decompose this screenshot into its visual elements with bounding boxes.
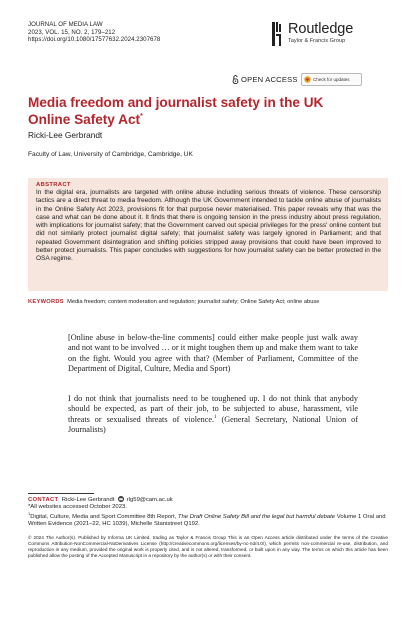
- email-icon: [118, 496, 124, 502]
- journal-meta: [28, 21, 160, 44]
- footnote-1-italic: The Draft Online Safety Bill and the legal but harmful debate: [177, 514, 336, 520]
- footnote-1-text-a: Digital, Culture, Media and Sport Committee 8th Report,: [30, 514, 178, 520]
- open-access-label: OPEN ACCESS: [241, 75, 298, 84]
- abstract-text: In the digital era, journalists are targeted with online abuse including serious threats of violence. These censorship tactics are a direct threat to media freedom. Although the UK Government intended to tackle online abuse of journalists in the Online Safety Act 2023, provisions fit for that purpose never materialised. This paper reveals why that was the case and what can be done about it. It finds that there is ongoing tension in the press industry about press regulation, with implications for journalist safety; that the Government carved out special privileges for the press' online content but did not similarly protect journalist digital safety; that journalist safety was largely ignored in Parliament; and that repeated Government disintegration and shifting policies stripped away provisions that could have been improved to better protect journalists. This paper concludes with suggestions for how journalist safety can be better protected in the OSA regime.: [36, 189, 381, 263]
- footnote-websites: *All websites accessed October 2023.: [28, 504, 127, 510]
- contact-email[interactable]: rlg59@cam.ac.uk: [126, 497, 173, 503]
- publisher-name: Routledge: [288, 21, 354, 37]
- volume-info: 2023, VOL. 15, NO. 2, 179–212: [28, 28, 116, 36]
- footnote-ref-1[interactable]: 1: [214, 414, 217, 420]
- contact-heading: CONTACT: [28, 497, 59, 503]
- quote-2-text: I do not think that journalists need to be toughened up. I do not think that anybody should be expected, as part of their job, to be subjected to abuse, harassment, vile threats or sexualised threats of violence.: [68, 394, 358, 424]
- keywords-heading: KEYWORDS: [28, 299, 64, 305]
- publisher-logo: [272, 21, 392, 55]
- epigraph-quote-2: [68, 394, 358, 436]
- quote-2-attribution: (General Secretary, National Union of Journalists): [68, 414, 358, 435]
- title-footnote-mark: *: [140, 112, 143, 120]
- open-lock-icon: [232, 75, 239, 84]
- check-updates-icon: [304, 76, 311, 83]
- epigraph-quote-1: [Online abuse in below-the-line comments] could either make people just walk away and not want to be involved … or it might toughen them up and make them want to take on the fight. Would you agree with that? (Member of Parliament, Committee of the Department of Digital, Culture, Media and Sport): [68, 333, 358, 374]
- author-name: Ricki-Lee Gerbrandt: [28, 130, 103, 140]
- author-affiliation: Faculty of Law, University of Cambridge, Cambridge, UK: [28, 151, 193, 158]
- journal-name: JOURNAL OF MEDIA LAW: [28, 21, 103, 28]
- contact-name: Ricki-Lee Gerbrandt: [61, 497, 115, 503]
- footnote-1: [28, 511, 388, 529]
- license-statement: © 2024 The Author(s). Published by Informa UK Limited, trading as Taylor & Francis Group This is an Open Access article distributed under the terms of the Creative Commons Attribution-NonCommercial-NoDerivatives License (http://creativecommons.org/licenses/by-nc-nd/4.0/), which permits non-commercial re-use, distribution, and reproduction in any medium, provided the original work is properly cited, and is not altered, transformed, or built upon in any way. The terms on which this article has been published allow the posting of the Accepted Manuscript in a repository by the author(s) or with their consent.: [28, 535, 388, 558]
- footnote-1-number: 1: [28, 511, 31, 516]
- routledge-logo-icon: [272, 22, 284, 46]
- check-updates-label: Check for updates: [313, 77, 350, 82]
- abstract-heading: ABSTRACT: [36, 182, 71, 188]
- keywords: [28, 299, 388, 307]
- publisher-subtitle: Taylor & Francis Group: [288, 38, 346, 44]
- keywords-text: Media freedom; content moderation and regulation; journalist safety; Online Safety Act; online abuse: [67, 299, 320, 305]
- footnote-1-text-b: Volume 1 Oral and Written Evidence (2021–22, HC 1039), Michelle Stanistreet Q192.: [28, 514, 386, 528]
- article-title-text: Media freedom and journalist safety in the UK Online Safety Act: [28, 95, 324, 127]
- doi-link[interactable]: https://doi.org/10.1080/17577632.2024.2307678: [28, 36, 161, 44]
- article-title: [28, 95, 368, 129]
- footer-divider: [28, 493, 94, 494]
- check-for-updates-button[interactable]: [301, 73, 362, 86]
